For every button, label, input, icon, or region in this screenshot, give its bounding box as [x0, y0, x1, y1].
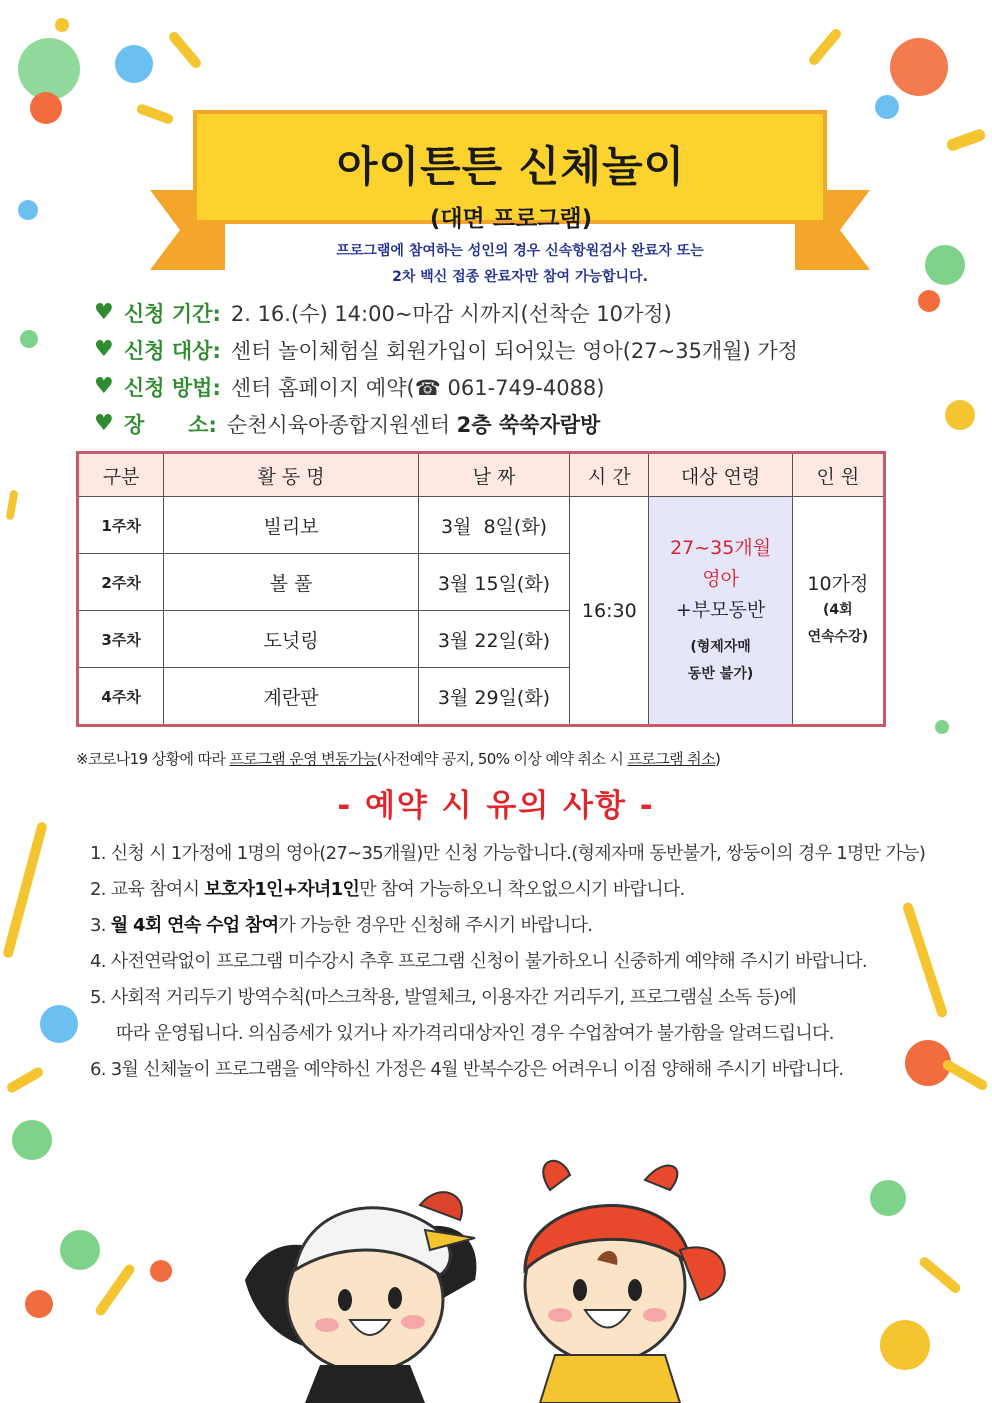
- page-title: 아이튼튼 신체놀이: [336, 142, 686, 191]
- notice-line-1: 프로그램에 참여하는 성인의 경우 신속항원검사 완료자 또는: [336, 243, 704, 259]
- row-activity: 볼 풀: [164, 554, 419, 611]
- row-activity: 계란판: [164, 668, 419, 726]
- notice-line-2: 2차 백신 접종 완료자만 참여 가능합니다.: [392, 269, 648, 285]
- row-week: 2주차: [78, 554, 164, 611]
- rule-3-pre: 3.: [90, 915, 111, 936]
- reservation-rules: [90, 836, 930, 1088]
- row-date: 3월 29일(화): [418, 668, 569, 726]
- people-line-2: (4회: [823, 601, 853, 618]
- info-place-value: [227, 409, 600, 439]
- target-note-line-1: (형제자매: [690, 639, 751, 655]
- covid-note-part-1: ※코로나19 상황에 따라: [76, 750, 230, 768]
- info-target-label: 신청 대상:: [124, 338, 221, 363]
- header-people: 인 원: [792, 453, 884, 497]
- target-age-line-3: +부모동반: [675, 599, 766, 621]
- header-date: 날 짜: [418, 453, 569, 497]
- row-date: 3월 8일(화): [418, 497, 569, 554]
- rule-item: 6. 3월 신체놀이 프로그램을 예약하신 가정은 4월 반복수강은 어려우니 이점 양해해 주시기 바랍니다.: [90, 1059, 844, 1080]
- row-week: 3주차: [78, 611, 164, 668]
- info-place: [94, 405, 914, 442]
- schedule-table: [76, 451, 886, 727]
- heart-icon: ♥: [94, 411, 114, 436]
- covid-note-part-4: 프로그램 취소: [627, 750, 715, 768]
- rule-2-pre: 2. 교육 참여시: [90, 879, 205, 900]
- info-method: [94, 368, 914, 405]
- rule-item-continued: 따라 운영됩니다. 의심증세가 있거나 자가격리대상자인 경우 수업참여가 불가함을 알려드립니다.: [116, 1023, 834, 1044]
- target-age-line-2: 영아: [702, 568, 739, 590]
- title-block: [195, 112, 827, 232]
- rule-2-post: 만 참여 가능하오니 착오없으시기 바랍니다.: [359, 879, 685, 900]
- header-time: 시 간: [570, 453, 649, 497]
- target-age-cell: [649, 497, 792, 726]
- row-week: 4주차: [78, 668, 164, 726]
- info-target-value: 센터 놀이체험실 회원가입이 되어있는 영아(27~35개월) 가정: [230, 338, 798, 363]
- row-date: 3월 22일(화): [418, 611, 569, 668]
- row-activity: 빌리보: [164, 497, 419, 554]
- info-target: [94, 331, 914, 368]
- heart-icon: ♥: [94, 337, 114, 362]
- people-line-3: 연속수강): [807, 628, 869, 645]
- info-place-bold: 2층 쑥쑥자람방: [456, 412, 601, 437]
- rule-item: 1. 신청 시 1가정에 1명의 영아(27~35개월)만 신청 가능합니다.(형제자매 동반불가, 쌍둥이의 경우 1명만 가능): [90, 843, 926, 864]
- rule-2-bold: 보호자1인+자녀1인: [204, 879, 360, 900]
- page-subtitle: (대면 프로그램): [429, 206, 593, 232]
- vaccine-notice: [260, 238, 780, 290]
- people-cell: [792, 497, 884, 726]
- people-line-1: 10가정: [807, 572, 869, 595]
- header-activity: 활 동 명: [164, 453, 419, 497]
- info-period-label: 신청 기간:: [124, 301, 221, 326]
- table-row: [78, 497, 885, 554]
- info-place-normal: 순천시육아종합지원센터: [226, 412, 457, 437]
- table-header-row: [78, 453, 885, 497]
- heart-icon: ♥: [94, 374, 114, 399]
- rule-3-bold: 월 4회 연속 수업 참여: [110, 915, 279, 936]
- application-info: [94, 294, 914, 442]
- row-date: 3월 15일(화): [418, 554, 569, 611]
- covid-note-part-3: (사전예약 공지, 50% 이상 예약 취소 시: [376, 750, 628, 768]
- rule-3-post: 가 가능한 경우만 신청해 주시기 바랍니다.: [278, 915, 593, 936]
- rule-item: 4. 사전연락없이 프로그램 미수강시 추후 프로그램 신청이 불가하오니 신중하게 예약해 주시기 바랍니다.: [90, 951, 867, 972]
- row-week: 1주차: [78, 497, 164, 554]
- target-age-line-1: 27~35개월: [670, 537, 772, 559]
- info-period-value: 2. 16.(수) 14:00~마감 시까지(선착순 10가정): [230, 301, 672, 326]
- target-note-line-2: 동반 불가): [687, 666, 754, 682]
- rule-item: [90, 908, 930, 944]
- time-cell: 16:30: [570, 497, 649, 726]
- covid-note: [76, 748, 896, 769]
- covid-note-part-5: ): [714, 750, 721, 768]
- rule-item: 5. 사회적 거리두기 방역수칙(마스크착용, 발열체크, 이용자간 거리두기, 프로그램실 소독 등)에: [90, 987, 797, 1008]
- rule-item: [90, 872, 930, 908]
- section-title: - 예약 시 유의 사항 -: [337, 788, 655, 824]
- info-method-label: 신청 방법:: [124, 375, 221, 400]
- cartoon-characters-illustration: [225, 1150, 785, 1403]
- header-target-age: 대상 연령: [649, 453, 792, 497]
- header-week: 구분: [78, 453, 164, 497]
- info-place-label: 장 소:: [124, 412, 217, 437]
- info-period: [94, 294, 914, 331]
- heart-icon: ♥: [94, 300, 114, 325]
- row-activity: 도넛링: [164, 611, 419, 668]
- info-method-value: 센터 홈페이지 예약(☎ 061-749-4088): [230, 375, 605, 400]
- covid-note-part-2: 프로그램 운영 변동가능: [229, 750, 377, 768]
